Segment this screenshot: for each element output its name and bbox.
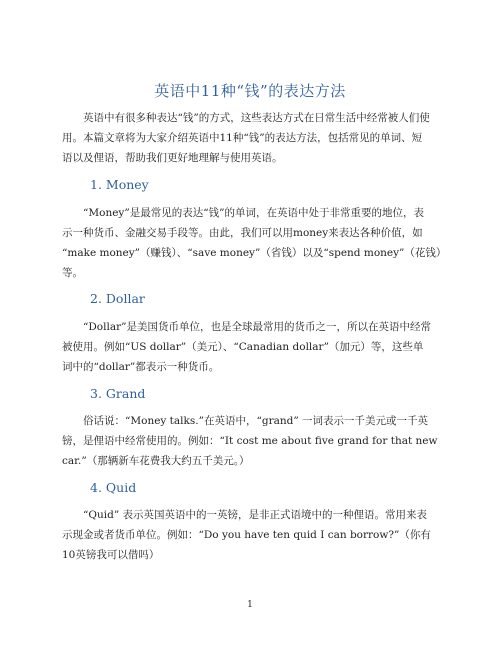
paragraph-line: car.”（那辆新车花费我大约五千美元。） [62,455,250,467]
section-heading-dollar: 2. Dollar [90,291,145,306]
paragraph-line: 被使用。例如“US dollar”（美元）、“Canadian dollar”（加元）等，这些单 [62,341,424,353]
paragraph-line: 词中的“dollar”都表示一种货币。 [62,361,220,373]
paragraph-line: “Money”是最常见的表达“钱”的单词，在英语中处于非常重要的地位，表 [62,207,424,219]
paragraph-line: “make money”（赚钱）、“save money”（省钱）以及“spend money”（花钱） [62,247,447,259]
paragraph-line: 示现金或者货币单位。例如：“Do you have ten quid I can borrow?”（你有 [62,529,431,541]
paragraph-line: “Dollar”是美国货币单位，也是全球最常用的货币之一，所以在英语中经常 [62,321,431,333]
paragraph-line: 等。 [62,267,83,279]
section-heading-grand: 3. Grand [90,386,146,401]
section-quid-paragraph [62,505,440,565]
section-grand-paragraph [62,411,440,471]
paragraph-line: 俗话说：“Money talks.”在英语中，“grand” 一词表示一千美元或一千英 [62,415,429,427]
intro-line: 用。本篇文章将为大家介绍英语中11种“钱”的表达方法，包括常见的单词、短 [62,132,423,144]
paragraph-line: 镑，是俚语中经常使用的。例如：“It cost me about five grand for that new [62,435,438,447]
paragraph-line: 10英镑我可以借吗） [62,549,160,561]
section-dollar-paragraph [62,317,440,377]
intro-paragraph [62,108,440,168]
document-title: 英语中11种“钱”的表达方法 [154,82,346,100]
section-money-paragraph [62,203,447,283]
intro-line: 语以及俚语，帮助我们更好地理解与使用英语。 [62,152,283,164]
paragraph-line: “Quid” 表示英国英语中的一英镑，是非正式语境中的一种俚语。常用来表 [62,509,428,521]
section-heading-quid: 4. Quid [90,480,137,495]
page-number: 1 [247,600,253,610]
paragraph-line: 示一种货币、金融交易手段等。由此，我们可以用money来表达各种价值，如 [62,227,423,239]
section-heading-money: 1. Money [90,177,149,192]
intro-line: 英语中有很多种表达“钱”的方式，这些表达方式在日常生活中经常被人们使 [62,112,430,124]
